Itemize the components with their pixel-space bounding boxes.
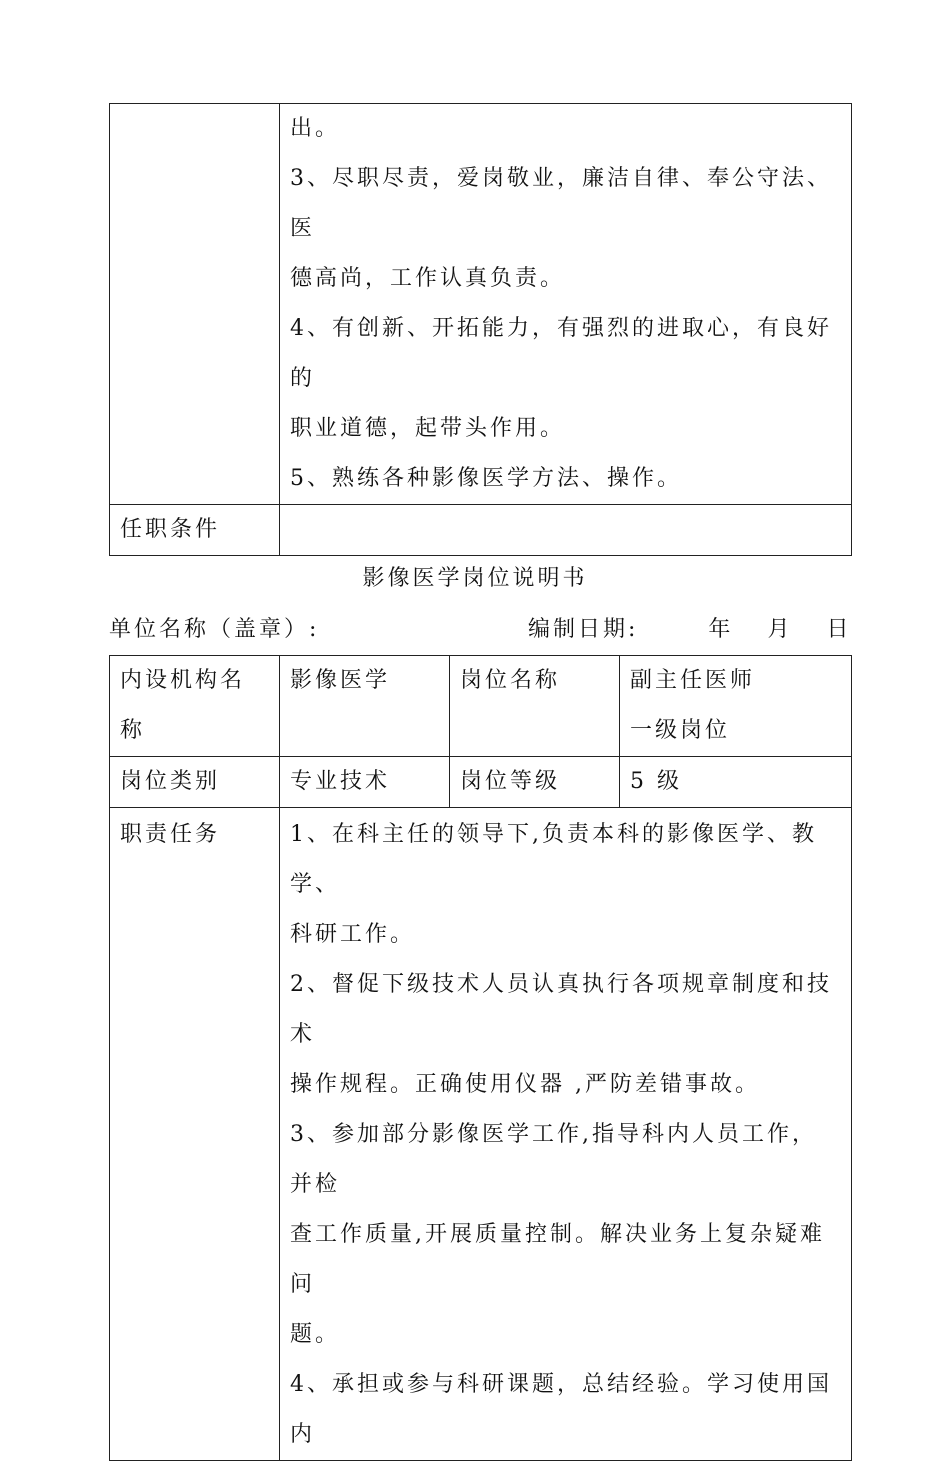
post-name-label: 岗位名称 [450,656,620,757]
dept-value: 影像医学 [280,656,450,757]
qualification-value [280,505,852,556]
duty-line: 4、承担或参与科研课题，总结经验。学习使用国内 [290,1372,832,1447]
category-value: 专业技术 [280,757,450,808]
duty-line: 3、尽职尽责，爱岗敬业，廉洁自律、奉公守法、医 [290,166,832,241]
category-label: 岗位类别 [110,757,280,808]
post-title: 副主任医师 [630,668,756,693]
table-row [110,808,852,1461]
date-block [528,612,851,643]
duty-line: 2、督促下级技术人员认真执行各项规章制度和技术 [290,972,832,1047]
duty-continuation-cell [280,104,852,505]
qualification-label: 任职条件 [110,505,280,556]
duty-line: 4、有创新、开拓能力，有强烈的进取心，有良好的 [290,316,832,391]
table-row [110,757,852,808]
date-label: 编制日期: [528,617,639,642]
job-table-continued [109,103,852,556]
post-level: 一级岗位 [630,718,731,743]
job-description-table [109,655,852,1461]
table-row [110,505,852,556]
duty-line: 出。 [290,116,341,141]
duty-line: 科研工作。 [290,922,416,947]
grade-value: 5 级 [620,757,852,808]
day-label: 日 [826,617,852,642]
duty-line: 职业道德，起带头作用。 [290,416,566,441]
unit-name-label: 单位名称（盖章）: [109,617,320,642]
month-label: 月 [767,617,793,642]
duty-label: 职责任务 [110,808,280,1461]
dept-label: 内设机构名称 [110,656,280,757]
duty-line: 1、在科主任的领导下,负责本科的影像医学、教学、 [290,822,817,897]
duty-line: 操作规程。正确使用仪器 ,严防差错事故。 [290,1072,760,1097]
duty-line: 3、参加部分影像医学工作,指导科内人员工作，并检 [290,1122,817,1197]
post-name-value [620,656,852,757]
duty-content [280,808,852,1461]
duty-line: 题。 [290,1322,341,1347]
document-title: 影像医学岗位说明书 [362,566,588,591]
empty-label-cell [110,104,280,505]
table-row [110,104,852,505]
table-row [110,656,852,757]
year-label: 年 [708,617,734,642]
grade-label: 岗位等级 [450,757,620,808]
duty-line: 查工作质量,开展质量控制。解决业务上复杂疑难问 [290,1222,825,1297]
duty-line: 5、熟练各种影像医学方法、操作。 [290,466,682,491]
duty-line: 德高尚，工作认真负责。 [290,266,566,291]
